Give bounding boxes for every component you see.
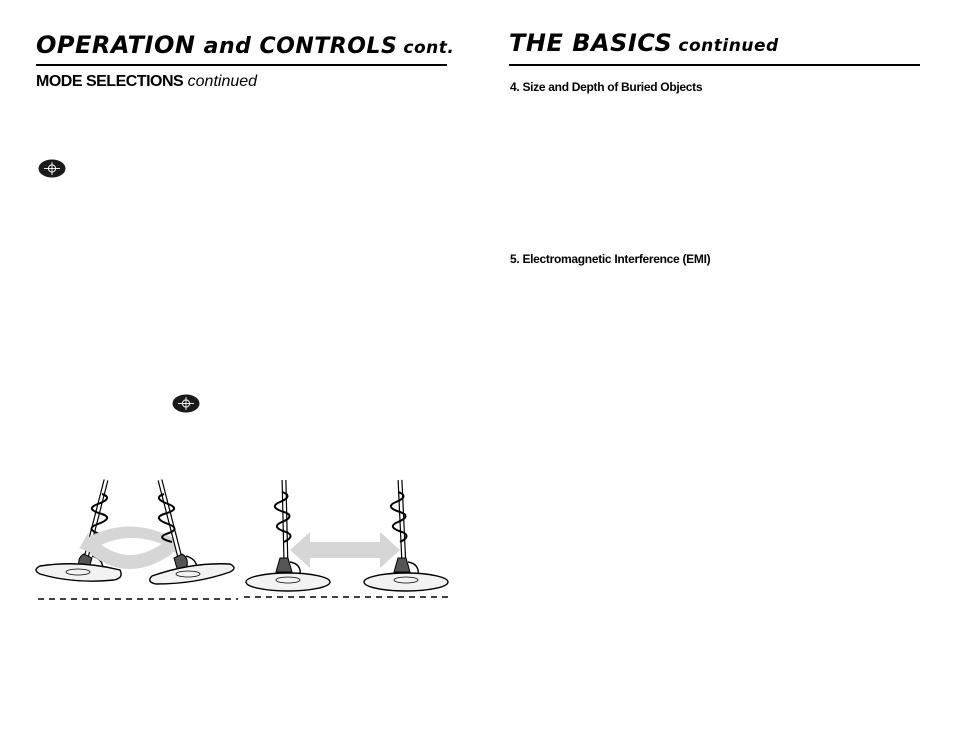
right-title-suffix: continued: [678, 36, 779, 56]
straight-sweep-panel: [246, 480, 448, 591]
heading-emi: 5. Electromagnetic Interference (EMI): [510, 252, 711, 266]
right-title-rule: [509, 64, 920, 66]
pinpoint-icon: [172, 394, 200, 413]
heading-size-depth: 4. Size and Depth of Buried Objects: [510, 80, 703, 94]
left-title-rule: [36, 64, 447, 66]
right-page-title: [509, 31, 779, 55]
section-heading-sub: continued: [187, 73, 258, 90]
left-title-main: OPERATION: [36, 31, 196, 59]
section-heading-main: MODE SELECTIONS: [36, 73, 184, 90]
left-page-title: [36, 33, 454, 58]
arc-sweep-panel: [36, 480, 234, 584]
pinpoint-icon: [38, 159, 66, 178]
mode-selections-heading: [36, 74, 257, 90]
left-title-and: and CONTROLS: [195, 34, 398, 59]
right-title-main: THE BASICS: [509, 29, 673, 57]
sweep-illustration: [34, 476, 452, 604]
left-title-suffix: cont.: [403, 38, 455, 58]
